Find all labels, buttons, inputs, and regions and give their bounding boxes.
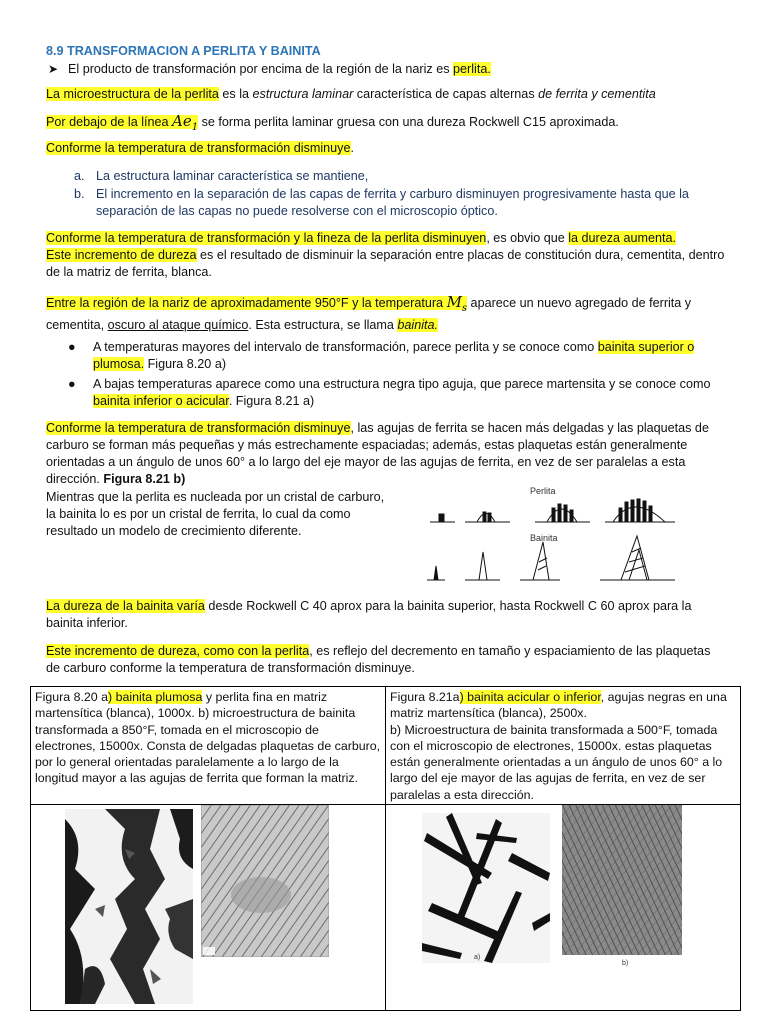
diagram-label-perlita: Perlita [530,486,556,496]
paragraph-agujas: Conforme la temperatura de transformación disminuye, las agujas de ferrita se hacen más delgadas y las plaquetas de carburo se forman más pequeñas y más estrechamente espaciadas; además, estas plaquetas están generalmente orientadas a un ángulo de unos 60° a lo largo del eje mayor de las agujas de ferrita, en vez de ser paralelas a esta dirección. Figura 8.21 b) [46,421,709,486]
paragraph-nucleacion: Mientras que la perlita es nucleada por un cristal de carburo, la bainita lo es por un cristal de ferrita, lo cual da como resultado un modelo de crecimiento diferente. [46,490,385,538]
paragraph-temperatura: Conforme la temperatura de transformación disminuye. [46,141,354,155]
growth-diagram [425,480,695,585]
paragraph-incremento: Este incremento de dureza, como con la perlita, es reflejo del decremento en tamaño y espaciamiento de las plaquetas de carburo conforme la temperatura de transformación disminuye. [46,644,711,675]
bullet-dot-icon: ● [68,377,76,391]
caption-fig-8-20: Figura 8.20 a) bainita plumosa y perlita fina en matriz martensítica (blanca), 1000x. b) microestructura de bainita transformada a 850°F, tomada en el microscopio de electrones, 15000x. Consta de delgadas plaquetas de carburo, por lo general orientadas paralelamente a lo largo de la longitud mayor a las agujas de ferrita que forman la matriz. [31,687,386,805]
paragraph-microestructura: La microestructura de la perlita es la estructura laminar característica de capas alternas de ferrita y cementita [46,87,656,101]
perlita-growth-stages [430,499,675,522]
intro-paragraph: El producto de transformación por encima de la región de la nariz es perlita. [68,62,491,76]
micrograph-bainita-850f [201,805,329,957]
list-item: b. El incremento en la separación de las capas de ferrita y carburo disminuyen progresivamente hasta que la separación de las capas no puede resolverse con el microscopio óptico. [74,187,689,218]
photos-fig-8-21 [386,805,741,1011]
section-title: 8.9 TRANSFORMACION A PERLITA Y BAINITA [46,44,321,58]
photos-fig-8-20 [31,805,386,1011]
ms-symbol: $M_s$ [446,293,468,314]
ae1-symbol: $Ae_1$ [172,112,199,133]
figures-table [30,686,741,1011]
bullet-dot-icon: ● [68,340,76,354]
paragraph-bainita: Entre la región de la nariz de aproximadamente 950°F y la temperatura $M_s$ aparece un nuevo agregado de ferrita y cementita, oscuro al ataque químico. Esta estructura, se llama bainita. [46,293,692,332]
micrograph-bainita-acicular [422,813,550,963]
arrowhead-icon: ➤ [48,62,59,76]
micrograph-bainita-500f [562,805,682,967]
paragraph-dureza-bainita: La dureza de la bainita varía desde Rockwell C 40 aprox para la bainita superior, hasta Rockwell C 60 aprox para la bainita inferior. [46,599,692,630]
list-item: ● A bajas temperaturas aparece como una estructura negra tipo aguja, que parece martensita y se conoce como bainita inferior o acicular. Figura 8.21 a) [68,377,711,408]
micrograph-bainita-plumosa [65,809,193,1004]
list-item: ● A temperaturas mayores del intervalo de transformación, parece perlita y se conoce como bainita superior o plumosa. Figura 8.20 a) [68,340,695,371]
diagram-label-bainita: Bainita [530,533,558,543]
photo-caption-b: b) [622,960,629,967]
list-item: a. La estructura laminar característica se mantiene, [74,169,369,183]
bainita-bullets [46,339,726,413]
paragraph-dureza: Conforme la temperatura de transformación y la fineza de la perlita disminuyen, es obvio que la dureza aumenta. Este incremento de dureza es el resultado de disminuir la separación entre placas de constitución dura, cementita, dentro de la matriz de ferrita, blanca. [46,231,725,279]
photo-caption-a: a) [474,954,481,961]
properties-list [46,168,726,220]
paragraph-ae1: Por debajo de la línea $Ae_1$ se forma perlita laminar gruesa con una dureza Rockwell C15 aproximada. [46,112,619,133]
caption-fig-8-21: Figura 8.21a) bainita acicular o inferior, agujas negras en una matriz martensítica (blanca), 2500x. b) Microestructura de bainita transformada a 500°F, tomada con el microscopio de electrones, 15000x. estas plaquetas están generalmente orientadas a un ángulo de unos 60° a lo largo del eje mayor de las agujas de ferrita, en vez de ser paralelas a esta dirección. [386,687,741,805]
